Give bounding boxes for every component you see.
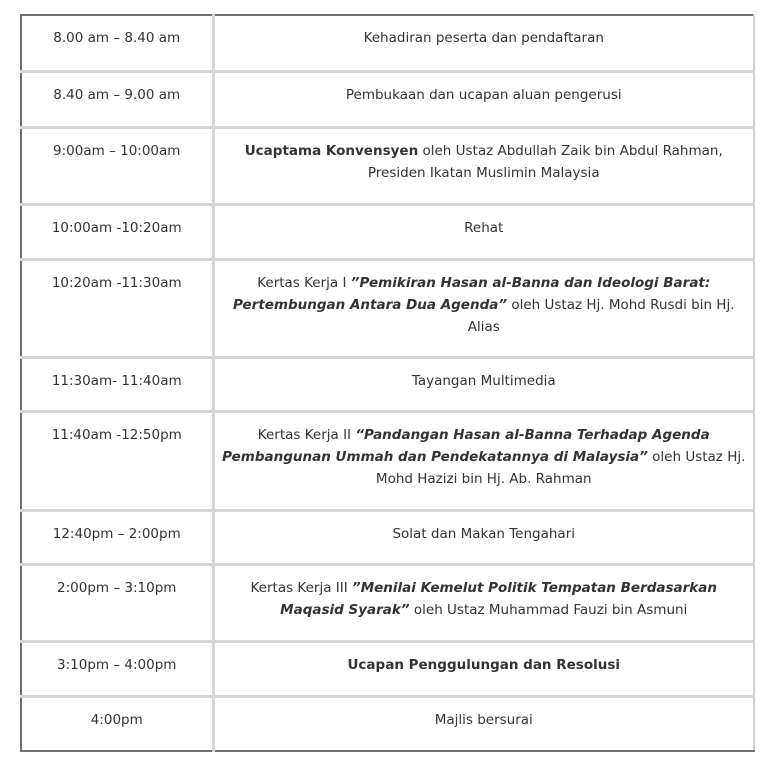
schedule-body	[21, 15, 754, 751]
time-cell: 2:00pm – 3:10pm	[21, 564, 213, 641]
table-row	[21, 15, 754, 71]
event-cell	[213, 411, 754, 510]
event-cell	[213, 259, 754, 357]
paper-title: ”Menilai Kemelut Politik Tempatan Berdasarkan Maqasid Syarak”	[280, 579, 717, 618]
time-cell: 11:30am- 11:40am	[21, 357, 213, 411]
event-cell	[213, 204, 754, 259]
event-text: Pembukaan dan ucapan aluan pengerusi	[345, 86, 622, 103]
event-cell	[213, 696, 754, 751]
event-cell	[213, 357, 754, 411]
event-text: Kertas Kerja II	[257, 426, 356, 443]
time-cell: 3:10pm – 4:00pm	[21, 641, 213, 696]
table-row	[21, 564, 754, 641]
table-row	[21, 204, 754, 259]
table-row	[21, 411, 754, 510]
table-row	[21, 641, 754, 696]
time-cell: 8.00 am – 8.40 am	[21, 15, 213, 71]
time-cell: 4:00pm	[21, 696, 213, 751]
event-text: Kertas Kerja I	[257, 274, 351, 291]
time-cell: 9:00am – 10:00am	[21, 127, 213, 204]
event-cell	[213, 510, 754, 564]
event-cell	[213, 641, 754, 696]
event-text: oleh Ustaz Muhammad Fauzi bin Asmuni	[409, 601, 688, 618]
table-row	[21, 357, 754, 411]
event-text: Kertas Kerja III	[250, 579, 353, 596]
time-cell: 10:00am -10:20am	[21, 204, 213, 259]
event-cell	[213, 71, 754, 127]
paper-title: “Pandangan Hasan al-Banna Terhadap Agenda Pembangunan Ummah dan Pendekatannya di Malaysia”	[222, 426, 710, 465]
event-text: Kehadiran peserta dan pendaftaran	[363, 30, 604, 46]
table-row	[21, 71, 754, 127]
event-title: Ucaptama Konvensyen	[244, 142, 419, 159]
paper-title: ”Pemikiran Hasan al-Banna dan Ideologi Barat: Pertembungan Antara Dua Agenda”	[232, 274, 711, 313]
time-cell: 12:40pm – 2:00pm	[21, 510, 213, 564]
event-text: Tayangan Multimedia	[411, 372, 556, 389]
time-cell: 10:20am -11:30am	[21, 259, 213, 357]
time-cell: 11:40am -12:50pm	[21, 411, 213, 510]
table-row	[21, 259, 754, 357]
event-text: Majlis bersurai	[434, 711, 533, 728]
table-row	[21, 127, 754, 204]
event-cell	[213, 127, 754, 204]
table-row	[21, 510, 754, 564]
event-text: Solat dan Makan Tengahari	[392, 525, 576, 542]
schedule-table	[20, 14, 755, 752]
table-row	[21, 696, 754, 751]
event-title: Ucapan Penggulungan dan Resolusi	[347, 656, 621, 673]
event-text: oleh Ustaz Hj. Mohd Rusdi bin Hj. Alias	[467, 296, 735, 335]
event-text: oleh Ustaz Abdullah Zaik bin Abdul Rahman, Presiden Ikatan Muslimin Malaysia	[367, 142, 723, 181]
event-cell	[213, 564, 754, 641]
time-cell: 8.40 am – 9.00 am	[21, 71, 213, 127]
event-text: oleh Ustaz Hj. Mohd Hazizi bin Hj. Ab. Rahman	[375, 448, 746, 487]
event-text: Rehat	[464, 219, 504, 236]
event-cell	[213, 15, 754, 71]
